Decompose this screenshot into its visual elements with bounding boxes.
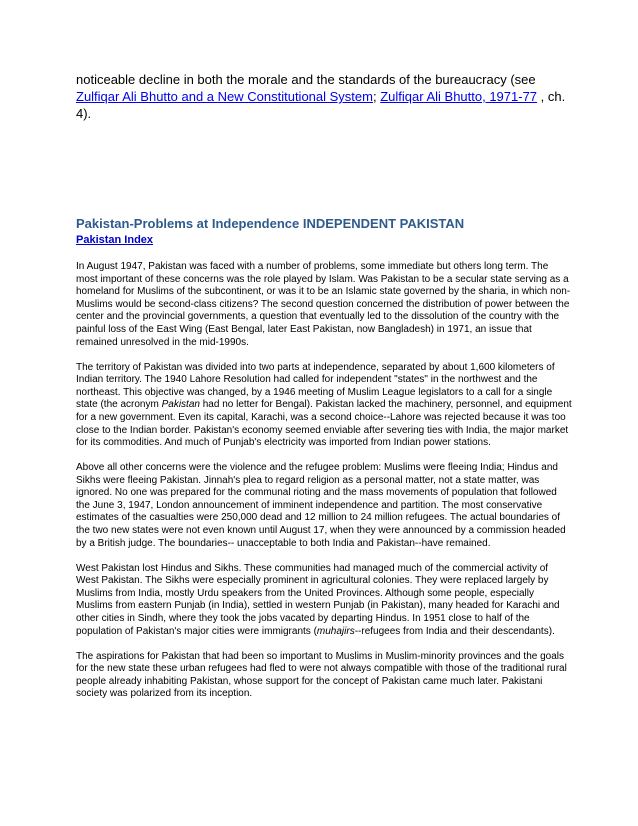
paragraph-4-emphasis: muhajirs [316,625,355,637]
intro-text-end: , ch. 4). [76,89,566,121]
link-bhutto-1971-77[interactable]: Zulfiqar Ali Bhutto, 1971-77 [380,89,538,104]
paragraph-2 [76,362,572,450]
paragraph-5: The aspirations for Pakistan that had been so important to Muslims in Muslim-minority provinces and the goals for the new state these urban refugees had fled to were not always compatible with those of the traditional rural people already inhabiting Pakistan, whose support for the concept of Pakistan came much later. Pakistani society was polarized from its inception. [76,650,567,700]
paragraph-4-text-end: --refugees from India and their descendants). [354,625,555,637]
link-bhutto-constitutional-system[interactable]: Zulfiqar Ali Bhutto and a New Constitutional System [76,89,373,104]
pakistan-index-link[interactable]: Pakistan Index [76,234,154,246]
paragraph-1: In August 1947, Pakistan was faced with a number of problems, some immediate but others long term. The most important of these concerns was the role played by Islam. Was Pakistan to be a secular state serving as a homeland for Muslims of the subcontinent, or was it to be an Islamic state governed by the sharia, in which non-Muslims would be second-class citizens? The second question concerned the distribution of power between the center and the provincial governments, a question that eventually led to the dissolution of the country with the painful loss of the East Wing (East Bengal, later East Pakistan, now Bangladesh) in 1971, an issue that remained unresolved in the mid-1990s. [76,261,571,348]
paragraph-3: Above all other concerns were the violence and the refugee problem: Muslims were fleeing India; Hindus and Sikhs were fleeing Pakistan. Jinnah's plea to regard religion as a personal matter, not a state matter, was ignored. No one was prepared for the communal rioting and the mass movements of population that followed the June 3, 1947, London announcement of imminent independence and partition. The most conservative estimates of the casualties were 250,000 dead and 12 million to 24 million refugees. The actual boundaries of the two new states were not even known until August 17, when they were announced by a commission headed by a British judge. The boundaries-- unacceptable to both India and Pakistan--have remained. [76,462,566,549]
paragraph-2-text-end: had no letter for Bengal). Pakistan lacked the machinery, personnel, and equipment for a new government. Even its capital, Karachi, was a second choice--Lahore was rejected because it was too close to the Indian border. Pakistan's economy seemed enviable after severing ties with India, the major market for its commodities. And much of Punjab's electricity was imported from Indian power stations. [76,399,572,449]
intro-separator: ; [372,89,381,104]
paragraph-2-emphasis: Pakistan [161,399,200,411]
article-body [76,261,572,713]
paragraph-4-text: West Pakistan lost Hindus and Sikhs. These communities had managed much of the commercial activity of West Pakistan. The Sikhs were especially prominent in agricultural colonies. They were replaced largely by Muslims from India, mostly Urdu speakers from the United Provinces. Although some people, especially Muslims from eastern Punjab (in India), settled in western Punjab (in Pakistan), many headed for Karachi and other cities in Sindh, where they took the jobs vacated by departing Hindus. In 1951 close to half of the population of Pakistan's major cities were immigrants ( [76,562,560,637]
paragraph-2-text: The territory of Pakistan was divided into two parts at independence, separated by about 1,600 kilometers of Indian territory. The 1940 Lahore Resolution had called for independent "states" in the northwest and the northeast. This objective was changed, by a 1946 meeting of Muslim League legislators to a call for a single state (the acronym [76,361,555,411]
intro-text: noticeable decline in both the morale and the standards of the bureaucracy (see [76,72,536,87]
intro-paragraph [76,71,576,122]
section-title: Pakistan-Problems at Independence INDEPENDENT PAKISTAN [76,216,465,231]
paragraph-4 [76,563,572,639]
